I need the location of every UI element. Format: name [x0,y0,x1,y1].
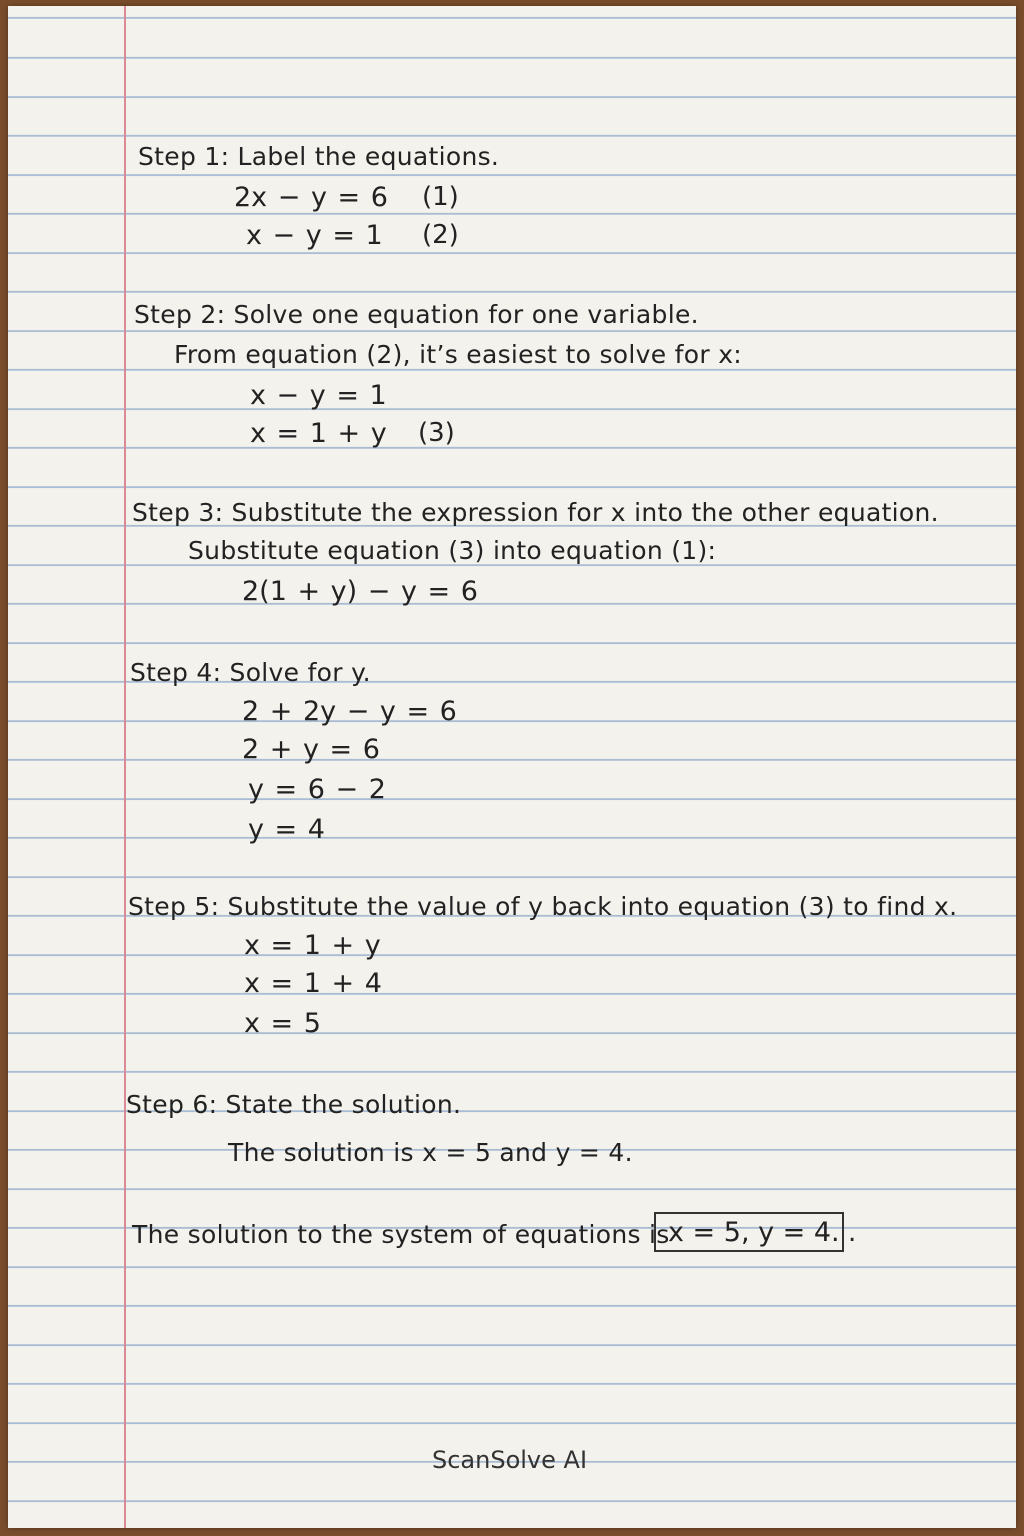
notebook-paper [8,6,1016,1528]
step-5-equation-3: x = 5 [244,1008,321,1039]
step-2-heading: Step 2: Solve one equation for one variable. [134,300,699,329]
step-3-equation: 2(1 + y) − y = 6 [242,576,478,607]
answer-value: x = 5, y = 4. [668,1217,840,1248]
margin-line [124,6,126,1528]
footer-brand: ScanSolve AI [432,1446,588,1474]
conclusion-period: . [848,1218,857,1248]
step-6-heading: Step 6: State the solution. [126,1090,462,1119]
conclusion-text: The solution to the system of equations is [132,1220,670,1249]
step-1-equation-2: x − y = 1 [246,220,383,251]
step-5-heading: Step 5: Substitute the value of y back into equation (3) to find x. [128,892,958,921]
step-5-equation-2: x = 1 + 4 [244,968,382,999]
step-2-equation-2: x = 1 + y [250,418,387,449]
step-4-equation-3: y = 6 − 2 [248,774,386,805]
step-4-equation-4: y = 4 [248,814,325,845]
step-3-note: Substitute equation (3) into equation (1): [188,536,717,565]
step-1-heading: Step 1: Label the equations. [138,142,500,171]
step-4-equation-2: 2 + y = 6 [242,734,380,765]
step-5-equation-1: x = 1 + y [244,930,381,961]
step-2-note: From equation (2), it’s easiest to solve for x: [174,340,743,369]
step-6-note: The solution is x = 5 and y = 4. [228,1138,633,1167]
step-4-equation-1: 2 + 2y − y = 6 [242,696,457,727]
step-2-tag-3: (3) [418,418,455,448]
step-3-heading: Step 3: Substitute the expression for x into the other equation. [132,498,939,527]
step-4-heading: Step 4: Solve for y. [130,658,371,687]
answer-box [654,1212,844,1252]
step-1-tag-1: (1) [422,182,459,212]
step-1-equation-1: 2x − y = 6 [234,182,388,213]
step-2-equation-1: x − y = 1 [250,380,387,411]
step-1-tag-2: (2) [422,220,459,250]
